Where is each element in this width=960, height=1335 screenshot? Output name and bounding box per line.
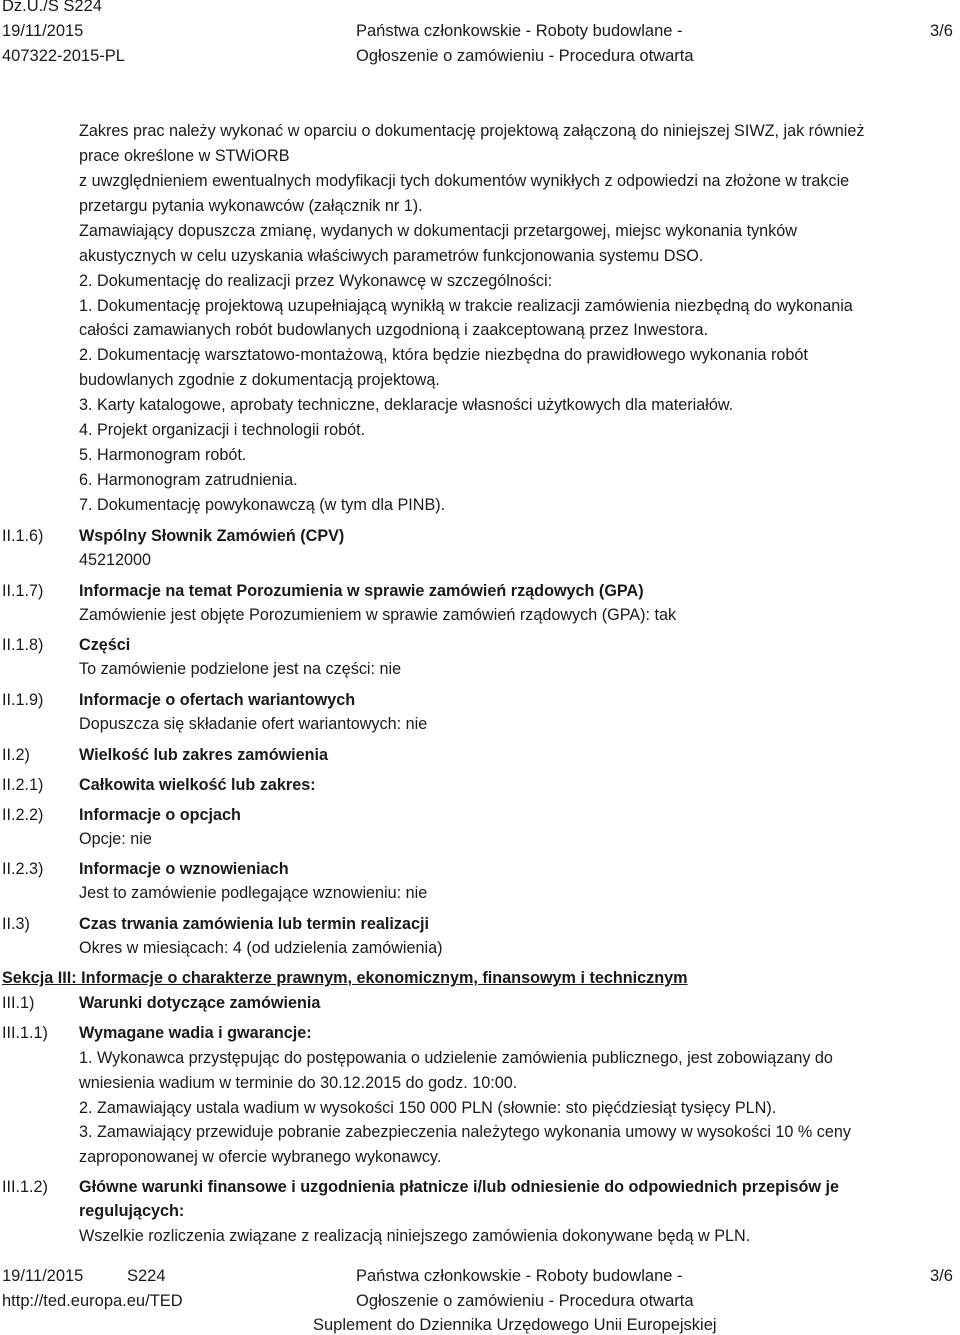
section-heading-financial: Główne warunki finansowe i uzgodnienia płatnicze i/lub odniesienie do odpowiednich przepisów je — [79, 1178, 839, 1196]
scope-line: 1. Dokumentację projektową uzupełniającą wynikłą w trakcie realizacji zamówienia niezbędną do wykonania — [79, 297, 853, 315]
options-value: Opcje: nie — [79, 830, 152, 848]
scope-line: 2. Dokumentację warsztatowo-montażową, która będzie niezbędna do prawidłowego wykonania robót — [79, 346, 808, 364]
renewals-value: Jest to zamówienie podlegające wznowieniu: nie — [79, 884, 428, 902]
section-label-ii-1-6: II.1.6) — [2, 527, 44, 545]
header-date: 19/11/2015 — [2, 22, 84, 40]
deposits-line: wniesienia wadium w terminie do 30.12.2015 do godz. 10:00. — [79, 1074, 518, 1092]
scope-line: 2. Dokumentację do realizacji przez Wykonawcę w szczególności: — [79, 272, 553, 290]
section-heading-cpv: Wspólny Słownik Zamówień (CPV) — [79, 527, 345, 545]
scope-line: z uwzględnieniem ewentualnych modyfikacji tych dokumentów wynikłych z odpowiedzi na złożone w trakcie — [79, 172, 850, 190]
scope-line: 3. Karty katalogowe, aprobaty techniczne, deklaracje własności użytkowych dla materiałów. — [79, 396, 734, 414]
journal-ref: Dz.U./S S224 — [2, 0, 102, 15]
financial-value: Wszelkie rozliczenia związane z realizacją niniejszego zamówienia dokonywane będą w PLN. — [79, 1227, 751, 1245]
section-heading-duration: Czas trwania zamówienia lub termin realizacji — [79, 915, 429, 933]
section-label-ii-1-8: II.1.8) — [2, 636, 44, 654]
duration-value: Okres w miesiącach: 4 (od udzielenia zamówienia) — [79, 939, 443, 957]
deposits-line: 2. Zamawiający ustala wadium w wysokości 150 000 PLN (słownie: sto pięćdziesiąt tysięcy PLN). — [79, 1099, 777, 1117]
footer-date: 19/11/2015 — [2, 1267, 84, 1285]
footer-title-line2: Ogłoszenie o zamówieniu - Procedura otwarta — [356, 1292, 694, 1310]
scope-line: 4. Projekt organizacji i technologii robót. — [79, 421, 366, 439]
section-label-ii-1-7: II.1.7) — [2, 582, 44, 600]
section-label-ii-1-9: II.1.9) — [2, 691, 44, 709]
footer-url[interactable]: http://ted.europa.eu/TED — [2, 1292, 183, 1310]
deposits-line: 1. Wykonawca przystępując do postępowania o udzielenie zamówienia publicznego, jest zobowiązany do — [79, 1049, 833, 1067]
section-label-ii-2: II.2) — [2, 746, 30, 764]
section-heading-deposits: Wymagane wadia i gwarancje: — [79, 1024, 312, 1042]
section-heading-parts: Części — [79, 636, 131, 654]
scope-line: Zamawiający dopuszcza zmianę, wydanych w dokumentacji przetargowej, miejsc wykonania tynków — [79, 222, 797, 240]
header-title-line1: Państwa członkowskie - Roboty budowlane - — [356, 22, 683, 40]
section-heading-options: Informacje o opcjach — [79, 806, 241, 824]
section-label-iii-1-1: III.1.1) — [2, 1024, 48, 1042]
section-heading-total-scope: Całkowita wielkość lub zakres: — [79, 776, 316, 794]
scope-line: 6. Harmonogram zatrudnienia. — [79, 471, 298, 489]
section-iii-title: Sekcja III: Informacje o charakterze prawnym, ekonomicznym, finansowym i technicznym — [2, 969, 688, 987]
footer-page-number: 3/6 — [930, 1267, 953, 1285]
footer-journal-no: S224 — [127, 1267, 166, 1285]
cpv-code: 45212000 — [79, 551, 152, 569]
header-page-number: 3/6 — [930, 22, 953, 40]
footer-title-line3: Suplement do Dziennika Urzędowego Unii Europejskiej — [313, 1316, 717, 1334]
section-heading-scope-size: Wielkość lub zakres zamówienia — [79, 746, 329, 764]
section-label-ii-2-3: II.2.3) — [2, 860, 44, 878]
scope-line: prace określone w STWiORB — [79, 147, 290, 165]
section-heading-conditions: Warunki dotyczące zamówienia — [79, 994, 321, 1012]
scope-line: całości zamawianych robót budowlanych uzgodnioną i zaakceptowaną przez Inwestora. — [79, 321, 708, 339]
deposits-line: 3. Zamawiający przewiduje pobranie zabezpieczenia należytego wykonania umowy w wysokości 10 % ceny — [79, 1123, 851, 1141]
scope-line: akustycznych w celu uzyskania właściwych parametrów funkcjonowania systemu DSO. — [79, 247, 704, 265]
parts-value: To zamówienie podzielone jest na części: nie — [79, 660, 402, 678]
section-heading-variants: Informacje o ofertach wariantowych — [79, 691, 356, 709]
variants-value: Dopuszcza się składanie ofert wariantowych: nie — [79, 715, 428, 733]
scope-line: 5. Harmonogram robót. — [79, 446, 247, 464]
footer-title-line1: Państwa członkowskie - Roboty budowlane - — [356, 1267, 683, 1285]
section-heading-renewals: Informacje o wznowieniach — [79, 860, 289, 878]
section-label-ii-2-2: II.2.2) — [2, 806, 44, 824]
deposits-line: zaproponowanej w ofercie wybranego wykonawcy. — [79, 1148, 442, 1166]
section-label-ii-2-1: II.2.1) — [2, 776, 44, 794]
header-title-line2: Ogłoszenie o zamówieniu - Procedura otwarta — [356, 47, 694, 65]
scope-line: budowlanych zgodnie z dokumentacją projektową. — [79, 371, 440, 389]
scope-line: Zakres prac należy wykonać w oparciu o dokumentację projektową załączoną do niniejszej SIWZ, jak również — [79, 122, 865, 140]
section-label-iii-1-2: III.1.2) — [2, 1178, 48, 1196]
notice-id: 407322-2015-PL — [2, 47, 125, 65]
section-label-iii-1: III.1) — [2, 994, 35, 1012]
scope-line: 7. Dokumentację powykonawczą (w tym dla PINB). — [79, 496, 446, 514]
scope-line: przetargu pytania wykonawców (załącznik nr 1). — [79, 197, 423, 215]
gpa-value: Zamówienie jest objęte Porozumieniem w sprawie zamówień rządowych (GPA): tak — [79, 606, 677, 624]
section-label-ii-3: II.3) — [2, 915, 30, 933]
section-heading-financial-cont: regulujących: — [79, 1202, 185, 1220]
section-heading-gpa: Informacje na temat Porozumienia w sprawie zamówień rządowych (GPA) — [79, 582, 644, 600]
